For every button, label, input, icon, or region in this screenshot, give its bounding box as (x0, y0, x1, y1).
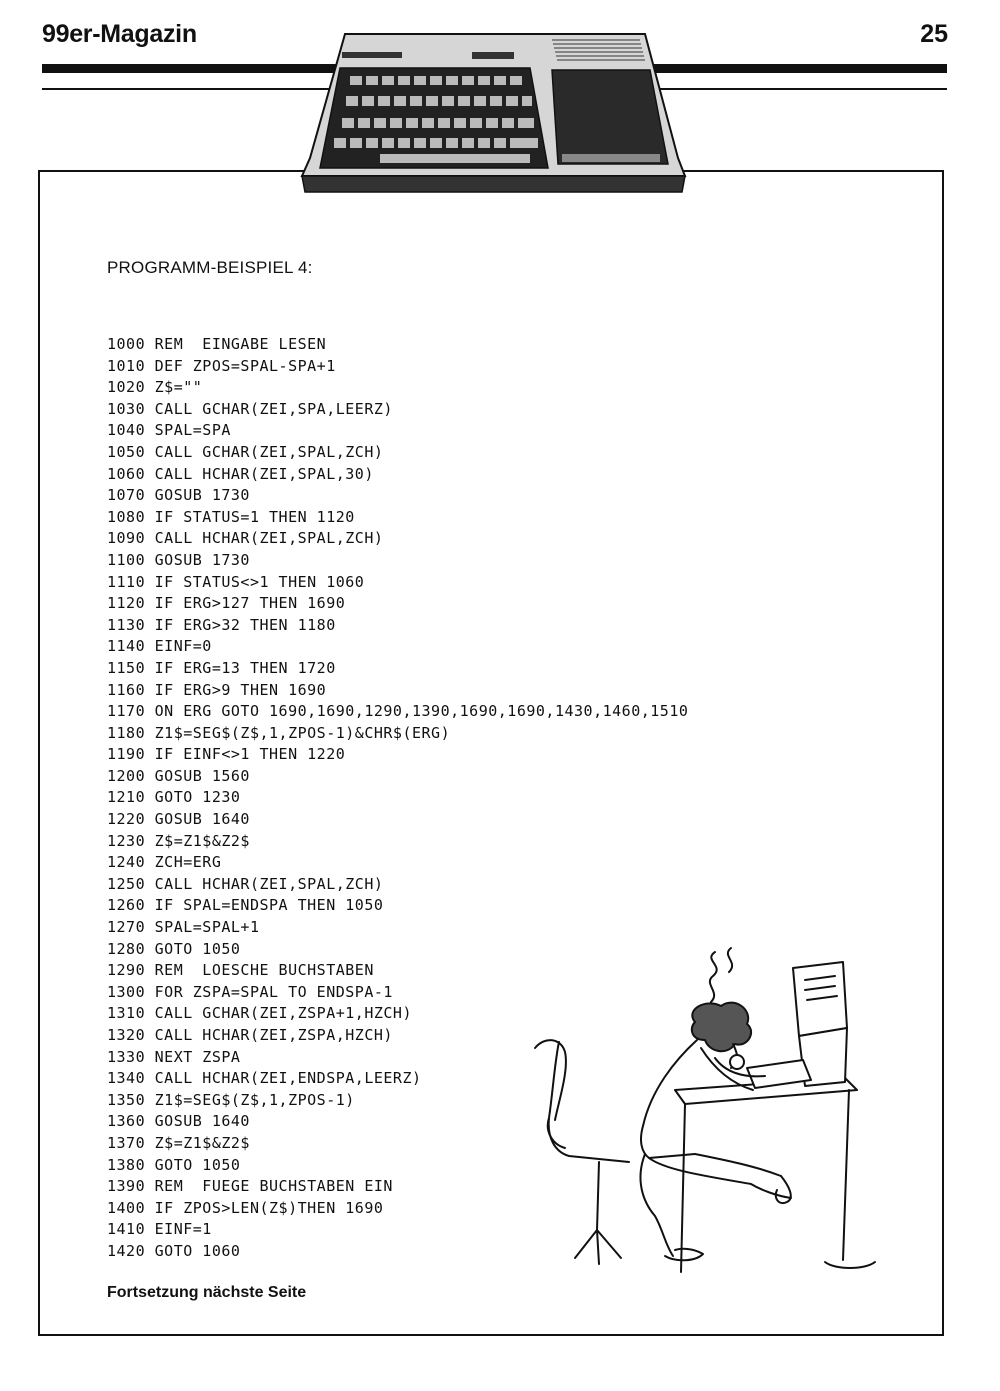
code-line: 1020 Z$="" (107, 378, 203, 397)
code-line: 1100 GOSUB 1730 (107, 550, 250, 569)
code-line: 1230 Z$=Z1$&Z2$ (107, 831, 250, 850)
code-line: 1420 GOTO 1060 (107, 1241, 241, 1260)
code-line: 1110 IF STATUS<>1 THEN 1060 (107, 572, 365, 591)
code-line: 1070 GOSUB 1730 (107, 486, 250, 505)
code-line: 1180 Z1$=SEG$(Z$,1,ZPOS-1)&CHR$(ERG) (107, 723, 451, 742)
section-title: PROGRAMM-BEISPIEL 4: (107, 258, 313, 277)
code-line: 1010 DEF ZPOS=SPAL-SPA+1 (107, 356, 336, 375)
code-line: 1270 SPAL=SPAL+1 (107, 918, 260, 937)
code-line: 1140 EINF=0 (107, 637, 212, 656)
code-line: 1380 GOTO 1050 (107, 1155, 241, 1174)
code-line: 1130 IF ERG>32 THEN 1180 (107, 615, 336, 634)
code-line: 1280 GOTO 1050 (107, 939, 241, 958)
home-computer-illustration (290, 26, 695, 198)
code-line: 1060 CALL HCHAR(ZEI,SPAL,30) (107, 464, 374, 483)
code-line: 1290 REM LOESCHE BUCHSTABEN (107, 961, 374, 980)
code-line: 1000 REM EINGABE LESEN (107, 335, 327, 353)
code-line: 1050 CALL GCHAR(ZEI,SPAL,ZCH) (107, 442, 384, 461)
code-line: 1300 FOR ZSPA=SPAL TO ENDSPA-1 (107, 982, 393, 1001)
code-line: 1410 EINF=1 (107, 1220, 212, 1239)
code-line: 1150 IF ERG=13 THEN 1720 (107, 658, 336, 677)
code-line: 1030 CALL GCHAR(ZEI,SPA,LEERZ) (107, 399, 393, 418)
code-line: 1190 IF EINF<>1 THEN 1220 (107, 745, 346, 764)
code-line: 1340 CALL HCHAR(ZEI,ENDSPA,LEERZ) (107, 1069, 422, 1088)
code-line: 1370 Z$=Z1$&Z2$ (107, 1133, 250, 1152)
code-line: 1260 IF SPAL=ENDSPA THEN 1050 (107, 896, 384, 915)
code-line: 1170 ON ERG GOTO 1690,1690,1290,1390,1690,1690,1430,1460,1510 (107, 702, 689, 721)
code-line: 1330 NEXT ZSPA (107, 1047, 241, 1066)
code-line: 1210 GOTO 1230 (107, 788, 241, 807)
code-line: 1310 CALL GCHAR(ZEI,ZSPA+1,HZCH) (107, 1004, 412, 1023)
programmer-cartoon-illustration (525, 940, 890, 1305)
code-line: 1220 GOSUB 1640 (107, 810, 250, 829)
code-line: 1350 Z1$=SEG$(Z$,1,ZPOS-1) (107, 1090, 355, 1109)
magazine-title: 99er-Magazin (42, 20, 197, 48)
code-line: 1360 GOSUB 1640 (107, 1112, 250, 1131)
code-line: 1320 CALL HCHAR(ZEI,ZSPA,HZCH) (107, 1026, 393, 1044)
code-line: 1040 SPAL=SPA (107, 421, 231, 440)
code-line: 1200 GOSUB 1560 (107, 766, 250, 785)
code-line: 1120 IF ERG>127 THEN 1690 (107, 594, 346, 613)
code-line: 1390 REM FUEGE BUCHSTABEN EIN (107, 1177, 393, 1196)
code-line: 1160 IF ERG>9 THEN 1690 (107, 680, 327, 699)
code-line: 1250 CALL HCHAR(ZEI,SPAL,ZCH) (107, 874, 384, 893)
code-line: 1090 CALL HCHAR(ZEI,SPAL,ZCH) (107, 529, 384, 548)
continuation-note: Fortsetzung nächste Seite (107, 1284, 307, 1301)
code-line: 1080 IF STATUS=1 THEN 1120 (107, 507, 355, 526)
page-number: 25 (920, 20, 948, 48)
code-line: 1400 IF ZPOS>LEN(Z$)THEN 1690 (107, 1198, 384, 1217)
code-line: 1240 ZCH=ERG (107, 853, 222, 872)
